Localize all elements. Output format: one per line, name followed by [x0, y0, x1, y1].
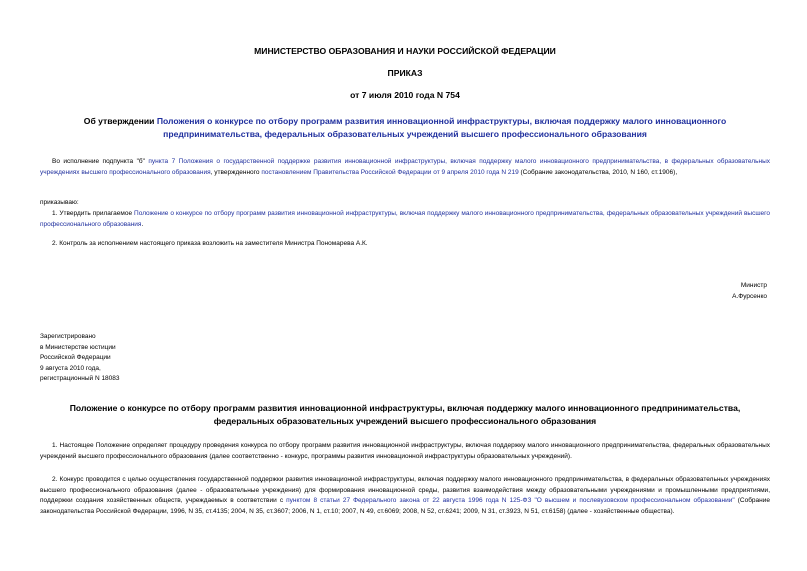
registration-block: [40, 332, 120, 385]
order-item-1-text: 1. Утвердить прилагаемое: [52, 210, 135, 217]
signature-block: [732, 281, 767, 302]
preamble-text-3: (Собрание законодательства, 2010, N 160, ст.1906),: [518, 168, 678, 176]
registration-line: Российской Федерации: [40, 354, 111, 361]
regulation-paragraph-1: 1. Настоящее Положение определяет процедуру проведения конкурса по отбору программ развития инновационной инфраструктуры, включая поддержку малого инновационного предпринимательства, федеральных образовательных учреждений высшего профессионального образования (далее соответственно - конкурс, программы развития инновационной инфраструктуры образовательных учреждений).: [40, 442, 770, 460]
registration-line: регистрационный N 18083: [40, 375, 120, 382]
regulation-paragraph-2-text: 2. Конкурс проводится с целью осуществления государственной поддержки развития инновационной инфраструктуры, включая поддержку малого инновационного предпринимательства, в федеральных образовательных учреждениях высшего профессионального образования (далее - образовательные учреждения) для формирования инновационной среды, развития взаимодействия между образовательными учреждениями и промышленными предприятиями, поддержки создания хозяйственных обществ, учреждаемых в соответствии с: [40, 476, 770, 504]
doc-date-heading: от 7 июля 2010 года N 754: [350, 90, 460, 100]
registration-line: 9 августа 2010 года,: [40, 364, 101, 372]
regulation-paragraph-2: [40, 475, 770, 517]
registration-line: в Министерстве юстиции: [40, 343, 116, 351]
preamble-text-1: Во исполнение подпункта "б": [52, 158, 149, 165]
signature-name: А.Фурсенко: [732, 292, 767, 300]
regulation-paragraph-2-end: (Собрание законодательства Российской Федерации, 1996, N 35, ст.4135; 2004, N 35, ст.3607; 2006, N 1, ст.10; 2007, N 49, ст.6069; 2008, N 52, ст.6241; 2009, N 31, ст.3923, N 51, ст.6158) (далее - хозяйственные общества).: [40, 497, 770, 515]
order-item-1-link[interactable]: Положение о конкурсе по отбору программ развития инновационной инфраструктуры, включая поддержку малого инновационного предпринимательства, федеральных образовательных учреждений высшего профессионального образования: [40, 210, 770, 228]
preamble-link-regulation[interactable]: пункта 7 Положения о государственной поддержке развития инновационной инфраструктуры, включая поддержку малого инновационного предпринимательства, в федеральных образовательных учреждениях высшего профессионального образования: [40, 158, 770, 176]
document-title-prefix: Об утверждении: [83, 116, 157, 126]
regulation-paragraph-2-link[interactable]: пунктом 8 статьи 27 Федерального закона от 22 августа 1996 года N 125-ФЗ "О высшем и послевузовском профессиональном образовании": [286, 497, 735, 504]
preamble-paragraph: [40, 157, 770, 178]
signature-position: Министр: [740, 282, 767, 289]
order-word: приказываю:: [40, 199, 79, 206]
doc-type-heading: ПРИКАЗ: [387, 68, 423, 78]
document-title: [40, 115, 770, 140]
section-title: Положение о конкурсе по отбору программ развития инновационной инфраструктуры, включая поддержку малого инновационного предпринимательства, федеральных образовательных учреждений высшего профессионального образования: [69, 403, 741, 426]
preamble-text-2: , утвержденного: [210, 168, 262, 176]
order-item-2: 2. Контроль за исполнением настоящего приказа возложить на заместителя Министра Пономарева А.К.: [52, 240, 368, 247]
registration-line: Зарегистрировано: [40, 333, 96, 340]
preamble-link-decree[interactable]: постановлением Правительства Российской Федерации от 9 апреля 2010 года N 219: [261, 168, 519, 176]
document-title-link[interactable]: Положения о конкурсе по отбору программ развития инновационной инфраструктуры, включая поддержку малого инновационного предпринимательства, федеральных образовательных учреждений высшего профессионального образования: [156, 116, 727, 139]
order-item-1-end: .: [141, 220, 144, 228]
ministry-heading: МИНИСТЕРСТВО ОБРАЗОВАНИЯ И НАУКИ РОССИЙСКОЙ ФЕДЕРАЦИИ: [254, 46, 556, 56]
order-item-1: [40, 209, 770, 230]
